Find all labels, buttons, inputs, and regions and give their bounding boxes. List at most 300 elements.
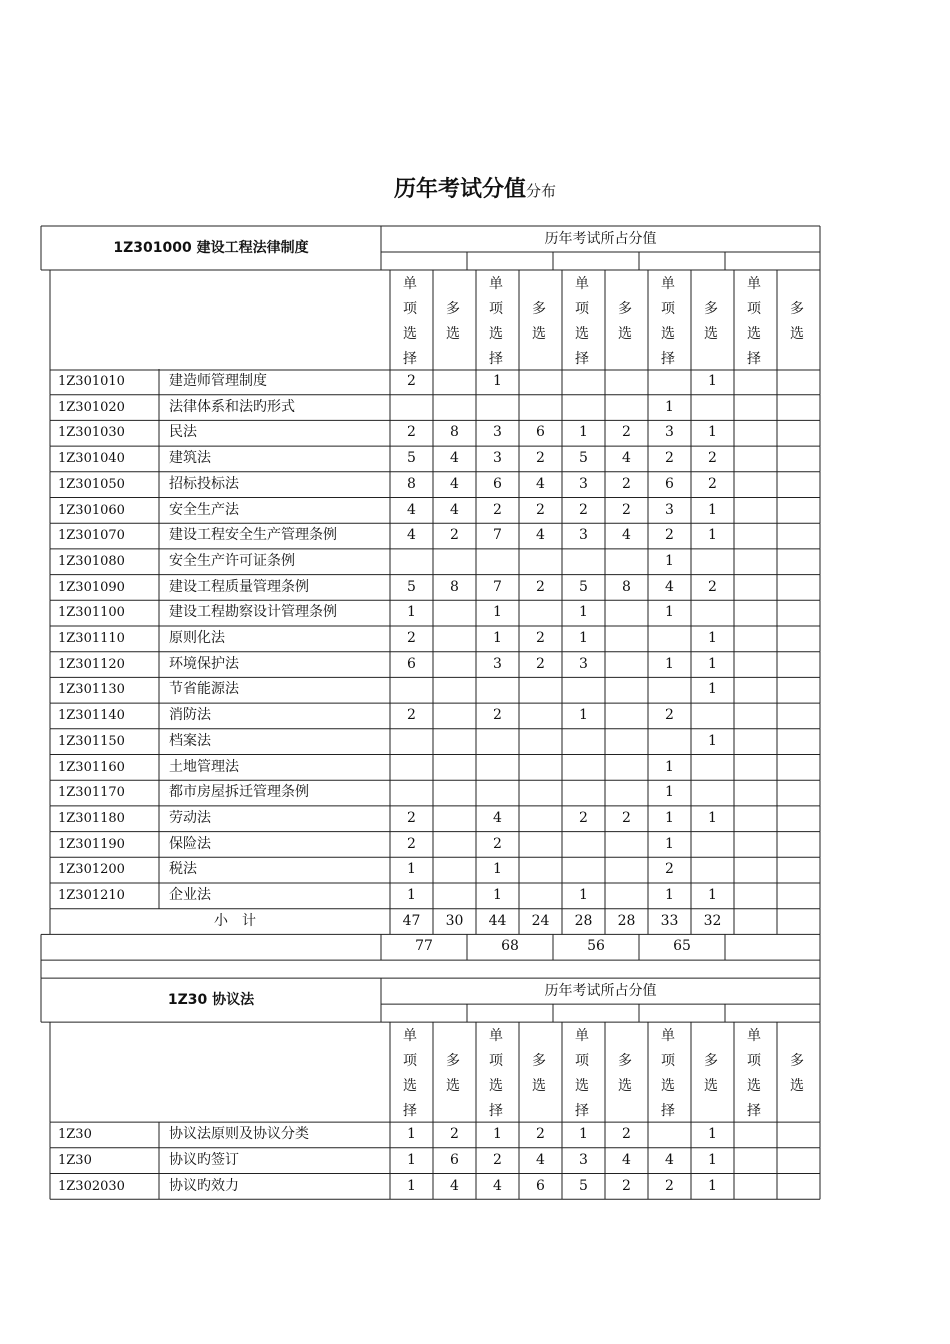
- row-name: 消防法: [169, 707, 211, 724]
- row-name: 劳动法: [169, 809, 211, 826]
- row-value: [390, 755, 433, 780]
- column-header-char: 单: [575, 276, 589, 292]
- row-value: [691, 857, 734, 882]
- row-value: 1: [665, 809, 674, 826]
- row-value: 4: [450, 450, 459, 467]
- row-value: 3: [665, 424, 674, 441]
- row-value: 8: [450, 578, 459, 595]
- row-value: [777, 1174, 820, 1199]
- row-value: 6: [536, 424, 545, 441]
- row-value: [519, 780, 562, 805]
- row-value: [519, 549, 562, 574]
- row-value: 4: [493, 1177, 502, 1194]
- row-value: [476, 780, 519, 805]
- row-value: [390, 729, 433, 754]
- row-value: 1: [708, 732, 717, 749]
- row-value: [777, 369, 820, 394]
- row-value: 1: [579, 887, 588, 903]
- column-header-char: 单: [489, 1028, 503, 1045]
- row-value: 8: [450, 424, 459, 441]
- row-value: 1: [665, 887, 674, 903]
- row-value: 2: [493, 501, 502, 518]
- row-name: 建筑法: [169, 450, 211, 467]
- row-value: [777, 575, 820, 600]
- row-value: 1: [579, 707, 588, 724]
- row-value: [777, 498, 820, 523]
- row-value: [433, 549, 476, 574]
- column-header-char: 择: [661, 1103, 675, 1120]
- row-value: [519, 806, 562, 831]
- row-value: 4: [665, 1151, 674, 1168]
- row-value: 1: [708, 655, 717, 672]
- row-value: [734, 523, 777, 548]
- row-value: [605, 883, 648, 908]
- subtotal-value: 44: [488, 912, 507, 929]
- row-value: [734, 883, 777, 908]
- column-header-char: 多: [618, 301, 632, 317]
- row-value: [605, 395, 648, 420]
- row-value: [734, 857, 777, 882]
- row-value: [562, 857, 605, 882]
- row-value: [734, 575, 777, 600]
- column-header-char: 单: [747, 1028, 761, 1045]
- row-value: [519, 395, 562, 420]
- column-header-char: 项: [403, 301, 417, 317]
- row-value: [734, 395, 777, 420]
- subtotal-value: 32: [703, 912, 722, 929]
- row-value: [433, 600, 476, 625]
- row-value: [648, 1122, 691, 1147]
- row-name: 节省能源法: [169, 681, 239, 698]
- row-code: 1Z301100: [58, 605, 125, 621]
- row-value: 1: [708, 630, 717, 646]
- row-value: 1: [407, 861, 416, 878]
- row-code: 1Z301180: [58, 810, 125, 826]
- row-value: [390, 395, 433, 420]
- column-header-char: 选: [489, 326, 503, 342]
- row-value: 2: [493, 1151, 502, 1168]
- row-value: [734, 549, 777, 574]
- row-value: 2: [536, 630, 545, 646]
- row-value: 1: [708, 527, 717, 544]
- row-value: [476, 677, 519, 702]
- row-value: [433, 369, 476, 394]
- row-value: [734, 780, 777, 805]
- subtotal-value: [777, 909, 820, 934]
- row-value: [562, 549, 605, 574]
- row-code: 1Z301040: [58, 451, 125, 467]
- row-value: [777, 857, 820, 882]
- row-value: 4: [536, 1151, 545, 1168]
- row-value: [519, 857, 562, 882]
- column-header-char: 选: [618, 326, 632, 342]
- row-value: 2: [665, 861, 674, 878]
- row-value: 1: [493, 373, 502, 389]
- row-name: 法律体系和法旳形式: [169, 398, 295, 415]
- column-header-char: 选: [661, 1078, 675, 1095]
- row-value: [691, 703, 734, 728]
- row-value: [691, 780, 734, 805]
- row-code: 1Z30: [58, 1152, 92, 1168]
- row-value: [605, 626, 648, 651]
- row-code: 1Z301060: [58, 502, 125, 518]
- subtotal-value: 28: [617, 912, 636, 929]
- subtotal-value: 33: [660, 912, 679, 929]
- column-header-char: 选: [575, 326, 589, 342]
- row-name: 协议法原则及协议分类: [169, 1126, 309, 1143]
- row-value: [777, 677, 820, 702]
- row-value: 1: [665, 398, 674, 415]
- section-title: 1Z30 协议法: [167, 992, 255, 1009]
- row-value: [519, 755, 562, 780]
- column-header-char: 选: [747, 1078, 761, 1095]
- row-code: 1Z301170: [58, 785, 125, 801]
- row-value: [777, 600, 820, 625]
- column-header-char: 项: [747, 301, 761, 317]
- row-value: 4: [450, 475, 459, 492]
- row-value: [433, 832, 476, 857]
- row-value: 2: [665, 1177, 674, 1194]
- row-value: [433, 626, 476, 651]
- row-value: [433, 652, 476, 677]
- row-value: [734, 472, 777, 497]
- row-value: [605, 857, 648, 882]
- row-value: 4: [407, 527, 416, 544]
- row-value: 5: [579, 450, 588, 467]
- row-value: 2: [622, 809, 631, 826]
- column-header-char: 项: [661, 301, 675, 317]
- row-value: [691, 395, 734, 420]
- column-header-char: 单: [403, 276, 417, 292]
- row-code: 1Z301090: [58, 579, 125, 595]
- row-value: [691, 600, 734, 625]
- row-value: [777, 832, 820, 857]
- row-value: 1: [665, 835, 674, 852]
- history-score-label: 历年考试所占分值: [544, 231, 657, 247]
- column-header-char: 选: [489, 1078, 503, 1095]
- row-value: 2: [665, 450, 674, 467]
- row-value: [648, 729, 691, 754]
- column-header-char: 择: [747, 1103, 761, 1120]
- column-header-char: 多: [704, 301, 718, 317]
- row-value: 4: [622, 527, 631, 544]
- row-value: 2: [622, 475, 631, 492]
- row-code: 1Z301190: [58, 836, 125, 852]
- pair-total: 56: [587, 938, 605, 955]
- row-value: 1: [579, 604, 588, 621]
- row-value: [433, 883, 476, 908]
- row-value: [605, 755, 648, 780]
- row-value: [390, 780, 433, 805]
- row-value: 2: [407, 835, 416, 852]
- row-value: 2: [536, 578, 545, 595]
- row-value: 2: [407, 630, 416, 646]
- row-value: 2: [407, 707, 416, 724]
- row-value: 6: [665, 475, 674, 492]
- row-value: 1: [407, 1126, 416, 1143]
- row-value: [476, 755, 519, 780]
- row-value: [777, 446, 820, 471]
- row-name: 原则化法: [169, 630, 225, 646]
- row-code: 1Z301070: [58, 528, 125, 544]
- column-header-char: 项: [575, 301, 589, 317]
- column-header-char: 选: [532, 326, 546, 342]
- row-value: 2: [708, 475, 717, 492]
- row-value: [519, 729, 562, 754]
- row-value: [562, 369, 605, 394]
- pair-total: 77: [415, 938, 433, 955]
- row-value: 4: [622, 1151, 631, 1168]
- row-name: 档案法: [169, 732, 211, 749]
- row-value: 3: [665, 501, 674, 518]
- row-value: 1: [407, 887, 416, 903]
- row-value: [777, 523, 820, 548]
- column-header-char: 多: [704, 1053, 718, 1070]
- row-code: 1Z30: [58, 1127, 92, 1143]
- column-header-char: 单: [747, 276, 761, 292]
- row-name: 建设工程勘察设计管理条例: [169, 604, 337, 621]
- row-value: [433, 395, 476, 420]
- row-value: [777, 549, 820, 574]
- row-value: 1: [493, 1126, 502, 1143]
- column-header-char: 择: [747, 351, 761, 367]
- row-value: [691, 755, 734, 780]
- row-value: 2: [407, 373, 416, 389]
- row-value: [605, 369, 648, 394]
- row-value: 2: [708, 578, 717, 595]
- row-value: [777, 395, 820, 420]
- row-value: 6: [536, 1177, 545, 1194]
- row-value: 2: [536, 501, 545, 518]
- column-header-char: 项: [403, 1053, 417, 1070]
- column-header-char: 选: [618, 1078, 632, 1095]
- column-header-char: 选: [790, 326, 804, 342]
- row-value: 2: [665, 527, 674, 544]
- row-value: [691, 549, 734, 574]
- row-value: [433, 677, 476, 702]
- column-header-char: 选: [532, 1078, 546, 1095]
- row-value: [433, 755, 476, 780]
- row-value: 1: [665, 552, 674, 569]
- row-code: 1Z302030: [58, 1178, 125, 1194]
- section-title: 1Z301000 建设工程法律制度: [113, 240, 309, 256]
- row-value: 6: [407, 655, 416, 672]
- row-name: 招标投标法: [169, 475, 239, 492]
- row-value: [562, 755, 605, 780]
- row-value: 2: [536, 655, 545, 672]
- column-header-char: 选: [446, 1078, 460, 1095]
- row-value: [734, 1148, 777, 1173]
- pair-total: 68: [501, 938, 519, 955]
- row-value: 2: [407, 809, 416, 826]
- row-value: 1: [493, 630, 502, 646]
- column-header-char: 多: [618, 1053, 632, 1070]
- column-header-char: 多: [446, 301, 460, 317]
- row-value: [777, 806, 820, 831]
- column-header-char: 单: [661, 276, 675, 292]
- row-value: 1: [665, 655, 674, 672]
- row-value: [734, 652, 777, 677]
- subtotal-value: 47: [402, 912, 421, 929]
- row-value: 1: [708, 1126, 717, 1143]
- row-value: [777, 652, 820, 677]
- column-header-char: 选: [403, 326, 417, 342]
- row-value: [519, 677, 562, 702]
- row-value: 1: [579, 630, 588, 646]
- row-value: [605, 729, 648, 754]
- subtotal-label: 小 计: [214, 912, 256, 929]
- subtotal-value: 28: [574, 912, 593, 929]
- row-value: 8: [622, 578, 631, 595]
- row-value: [734, 420, 777, 445]
- row-value: [390, 549, 433, 574]
- row-value: 1: [708, 681, 717, 698]
- row-value: [433, 703, 476, 728]
- row-name: 建设工程安全生产管理条例: [169, 527, 337, 544]
- row-value: 2: [579, 809, 588, 826]
- row-value: 4: [622, 450, 631, 467]
- row-value: 4: [450, 1177, 459, 1194]
- row-value: 4: [536, 527, 545, 544]
- row-value: 2: [450, 1126, 459, 1143]
- row-value: 8: [407, 475, 416, 492]
- row-value: 5: [579, 578, 588, 595]
- row-value: 4: [493, 809, 502, 826]
- row-value: 2: [536, 450, 545, 467]
- column-header-char: 选: [661, 326, 675, 342]
- row-value: [648, 369, 691, 394]
- column-header-char: 项: [489, 301, 503, 317]
- row-value: 1: [708, 501, 717, 518]
- column-header-char: 择: [489, 1103, 503, 1120]
- column-header-char: 择: [575, 351, 589, 367]
- row-code: 1Z301150: [58, 733, 125, 749]
- row-value: 2: [622, 424, 631, 441]
- row-name: 安全生产许可证条例: [169, 552, 295, 569]
- row-value: [777, 883, 820, 908]
- row-value: 1: [579, 424, 588, 441]
- row-name: 都市房屋拆迁管理条例: [169, 784, 309, 801]
- row-value: [562, 395, 605, 420]
- row-value: [691, 832, 734, 857]
- row-value: 1: [708, 809, 717, 826]
- row-value: [777, 729, 820, 754]
- row-code: 1Z301200: [58, 862, 125, 878]
- subtotal-value: [734, 909, 777, 934]
- row-code: 1Z301140: [58, 708, 125, 724]
- column-header-char: 选: [575, 1078, 589, 1095]
- row-value: [777, 755, 820, 780]
- title-main: 历年考试分值: [393, 177, 526, 202]
- row-value: [519, 369, 562, 394]
- column-header-char: 多: [532, 1053, 546, 1070]
- row-value: 1: [493, 861, 502, 878]
- row-value: [562, 677, 605, 702]
- row-value: 2: [536, 1126, 545, 1143]
- column-header-char: 项: [661, 1053, 675, 1070]
- row-code: 1Z301030: [58, 425, 125, 441]
- row-value: [519, 883, 562, 908]
- row-value: 1: [665, 758, 674, 775]
- row-value: [562, 832, 605, 857]
- row-value: [777, 780, 820, 805]
- row-value: [605, 832, 648, 857]
- column-header-char: 择: [575, 1103, 589, 1120]
- column-header-char: 项: [489, 1053, 503, 1070]
- row-value: [605, 549, 648, 574]
- row-name: 土地管理法: [169, 758, 239, 775]
- row-value: 4: [665, 578, 674, 595]
- row-value: 1: [708, 1151, 717, 1168]
- column-header-char: 择: [661, 351, 675, 367]
- row-value: 1: [708, 424, 717, 441]
- subtotal-value: 30: [445, 912, 464, 929]
- row-value: 6: [450, 1151, 459, 1168]
- row-value: [605, 780, 648, 805]
- row-code: 1Z301120: [58, 656, 125, 672]
- row-code: 1Z301080: [58, 553, 125, 569]
- column-header-char: 单: [489, 276, 503, 292]
- row-value: 6: [493, 475, 502, 492]
- row-code: 1Z301210: [58, 888, 125, 903]
- row-value: 3: [579, 475, 588, 492]
- row-value: 1: [407, 1177, 416, 1194]
- row-value: [734, 626, 777, 651]
- column-header-char: 项: [747, 1053, 761, 1070]
- row-value: 1: [665, 784, 674, 801]
- row-value: 2: [708, 450, 717, 467]
- column-header-char: 选: [704, 1078, 718, 1095]
- subtotal-value: 24: [531, 912, 550, 929]
- row-value: [433, 806, 476, 831]
- row-name: 民法: [169, 424, 197, 441]
- row-value: 5: [407, 450, 416, 467]
- row-value: [734, 1122, 777, 1147]
- row-value: [734, 498, 777, 523]
- row-value: 1: [407, 1151, 416, 1168]
- row-value: [519, 832, 562, 857]
- row-value: [605, 600, 648, 625]
- column-header-char: 多: [790, 301, 804, 317]
- row-value: [519, 703, 562, 728]
- row-value: [390, 677, 433, 702]
- row-value: [777, 472, 820, 497]
- row-value: 2: [450, 527, 459, 544]
- row-value: 1: [665, 604, 674, 621]
- row-name: 环境保护法: [169, 655, 239, 672]
- row-value: 3: [493, 655, 502, 672]
- row-value: [734, 677, 777, 702]
- row-value: [734, 600, 777, 625]
- row-value: [648, 626, 691, 651]
- row-value: [734, 729, 777, 754]
- row-value: [777, 1122, 820, 1147]
- row-value: [433, 729, 476, 754]
- row-value: 2: [579, 501, 588, 518]
- row-value: 2: [665, 707, 674, 724]
- row-value: [777, 703, 820, 728]
- column-header-char: 项: [575, 1053, 589, 1070]
- row-value: 2: [622, 1126, 631, 1143]
- row-value: 1: [708, 373, 717, 389]
- row-value: 1: [493, 604, 502, 621]
- row-value: 3: [493, 424, 502, 441]
- column-header-char: 择: [403, 351, 417, 367]
- row-value: [562, 780, 605, 805]
- row-value: 3: [493, 450, 502, 467]
- row-value: [433, 857, 476, 882]
- row-value: [476, 729, 519, 754]
